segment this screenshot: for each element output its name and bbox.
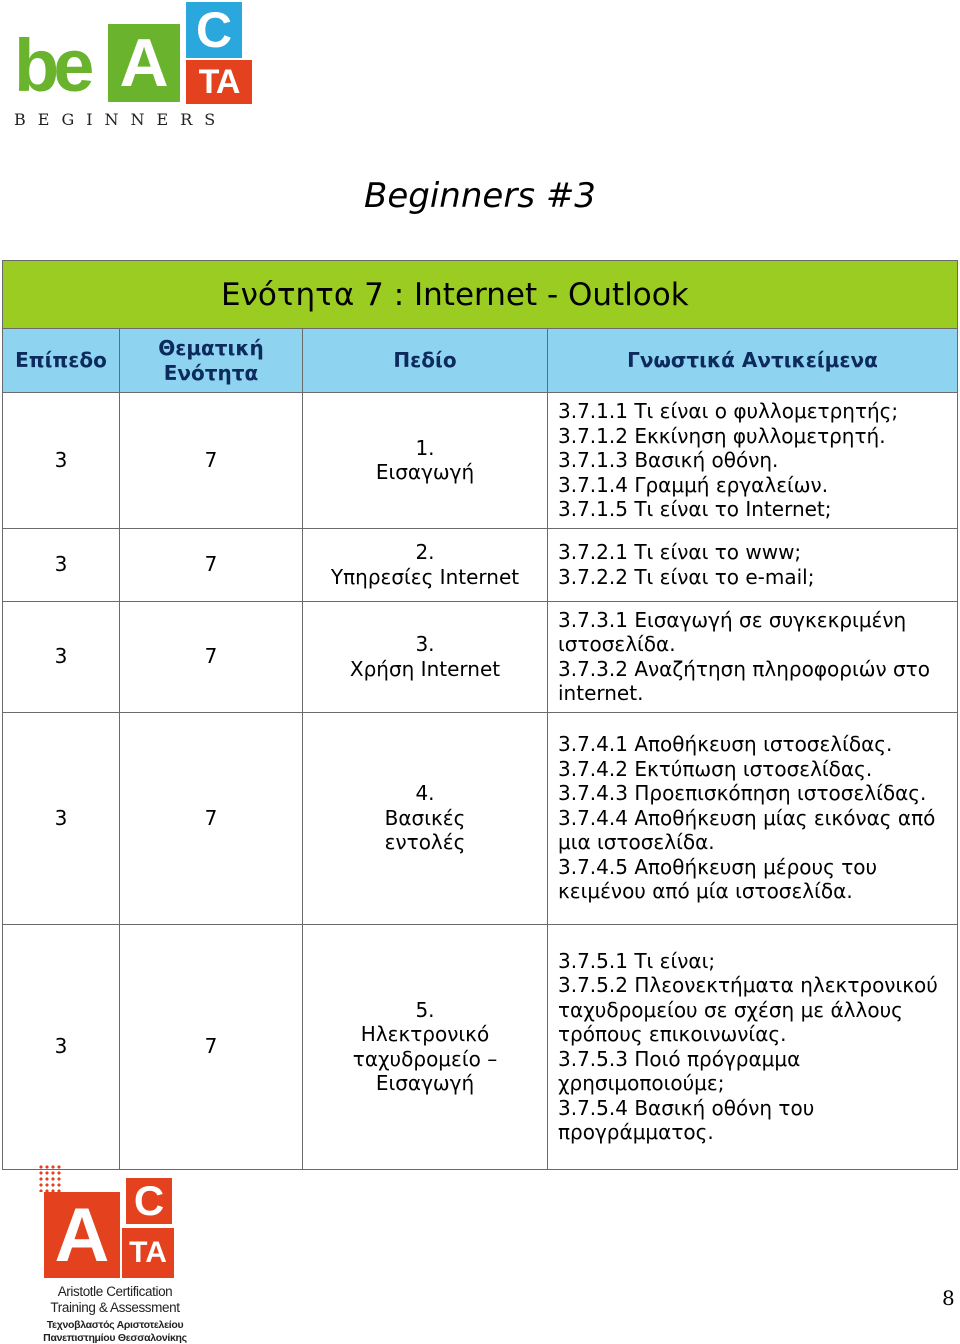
objective-line: internet. [558,681,644,705]
objective-line: 3.7.4.3 Προεπισκόπηση ιστοσελίδας. [558,781,927,806]
objective-line: 3.7.4.5 Αποθήκευση μέρους του [558,854,878,879]
objectives-cell [548,924,958,1169]
curriculum-table [2,260,958,1170]
field-cell [303,393,548,529]
field-name-line: εντολές [384,830,466,855]
field-cell [303,712,548,924]
objective-line: 3.7.2.1 Τι είναι το www; [558,540,802,564]
field-name-line: Ηλεκτρονικό [360,1022,490,1046]
org-name-line2: Training & Assessment [50,1300,180,1315]
objective-line: 3.7.1.3 Βασική οθόνη. [558,448,779,472]
field-cell [303,601,548,712]
org-name-line3: Τεχνοβλαστός Αριστοτελείου [46,1319,184,1331]
table-row [3,601,958,712]
objective-line: 3.7.1.4 Γραμμή εργαλείων. [558,472,829,497]
field-name-line: ταχυδρομείο – [352,1046,498,1071]
table-row [3,528,958,601]
acta-organization-logo [30,1160,200,1344]
objective-line: 3.7.4.4 Αποθήκευση μίας εικόνας από [558,805,936,830]
column-header-field: Πεδίο [303,329,548,393]
section-heading: Ενότητα 7 : Internet - Outlook [3,261,958,329]
objective-line: κειμένου από μία ιστοσελίδα. [558,879,853,904]
field-number: 5. [415,997,435,1022]
objectives-cell [548,712,958,924]
logo-a-square: A [108,24,180,102]
objective-line: 3.7.5.2 Πλεονεκτήματα ηλεκτρονικού [558,973,938,997]
objective-line: 3.7.5.3 Ποιό πρόγραμμα [558,1046,801,1071]
objective-line: χρησιμοποιούμε; [558,1071,725,1095]
objective-line: 3.7.5.1 Τι είναι; [558,948,716,973]
level-cell: 3 [3,528,120,601]
objective-line: μια ιστοσελίδα. [558,830,715,855]
field-cell [303,528,548,601]
unit-cell: 7 [120,712,303,924]
field-name-line: Υπηρεσίες Internet [330,564,520,589]
objective-line: 3.7.1.2 Εκκίνηση φυλλομετρητή. [558,423,886,448]
org-name-line4: Πανεπιστημίου Θεσσαλονίκης [43,1332,187,1344]
objectives-cell [548,528,958,601]
table-header-row [3,329,958,393]
column-header-unit-label: Θεματική Ενότητα [158,335,264,385]
level-cell: 3 [3,601,120,712]
field-name-line: Εισαγωγή [375,1071,475,1095]
logo-ta-square: TA [186,60,252,104]
page-number: 8 [942,1286,955,1310]
beacta-beginners-logo [8,0,258,135]
logo-c-square: C [186,2,242,58]
level-cell: 3 [3,712,120,924]
org-name-line1: Aristotle Certification [57,1284,173,1299]
objective-line: 3.7.1.1 Τι είναι ο φυλλομετρητής; [558,399,899,423]
field-name-line: Βασικές [384,805,466,830]
objectives-cell [548,601,958,712]
unit-cell: 7 [120,601,303,712]
objective-line: 3.7.2.2 Τι είναι το e-mail; [558,564,815,589]
objective-line: ταχυδρομείου σε σχέση με άλλους [558,997,903,1022]
document-title: Beginners #3 [364,176,596,216]
objective-line: 3.7.4.1 Αποθήκευση ιστοσελίδας. [558,732,893,757]
logo-be-text: be [14,24,89,107]
objective-line: 3.7.4.2 Εκτύπωση ιστοσελίδας. [558,756,873,781]
column-header-level: Επίπεδο [3,329,120,393]
logo-tagline: BEGINNERS [14,110,228,129]
field-name-line: Χρήση Internet [349,656,501,681]
column-header-unit [120,329,303,393]
table-body [3,393,958,1170]
unit-cell: 7 [120,393,303,529]
footer-logo-ta-square: TA [122,1228,174,1278]
field-number: 1. [415,435,435,460]
objective-line: 3.7.3.1 Εισαγωγή σε συγκεκριμένη [558,607,907,632]
objective-line: τρόπους επικοινωνίας. [558,1022,787,1046]
table-row [3,712,958,924]
objective-line: 3.7.5.4 Βασική οθόνη του [558,1095,815,1120]
field-cell [303,924,548,1169]
level-cell: 3 [3,393,120,529]
table-row [3,924,958,1169]
field-name-line: Εισαγωγή [375,460,475,485]
column-header-objectives: Γνωστικά Αντικείμενα [548,329,958,393]
objective-line: προγράμματος. [558,1120,714,1144]
table-row [3,393,958,529]
field-number: 2. [415,540,435,564]
footer-logo-a-square: A [44,1192,120,1278]
objectives-cell [548,393,958,529]
unit-cell: 7 [120,528,303,601]
footer-logo-c-square: C [126,1178,172,1224]
logo-dot-pattern [38,1164,62,1192]
unit-cell: 7 [120,924,303,1169]
field-number: 4. [415,781,435,806]
objective-line: 3.7.3.2 Αναζήτηση πληροφοριών στο [558,656,930,681]
level-cell: 3 [3,924,120,1169]
objective-line: ιστοσελίδα. [558,632,676,656]
objective-line: 3.7.1.5 Τι είναι το Internet; [558,497,832,521]
field-number: 3. [415,632,435,656]
